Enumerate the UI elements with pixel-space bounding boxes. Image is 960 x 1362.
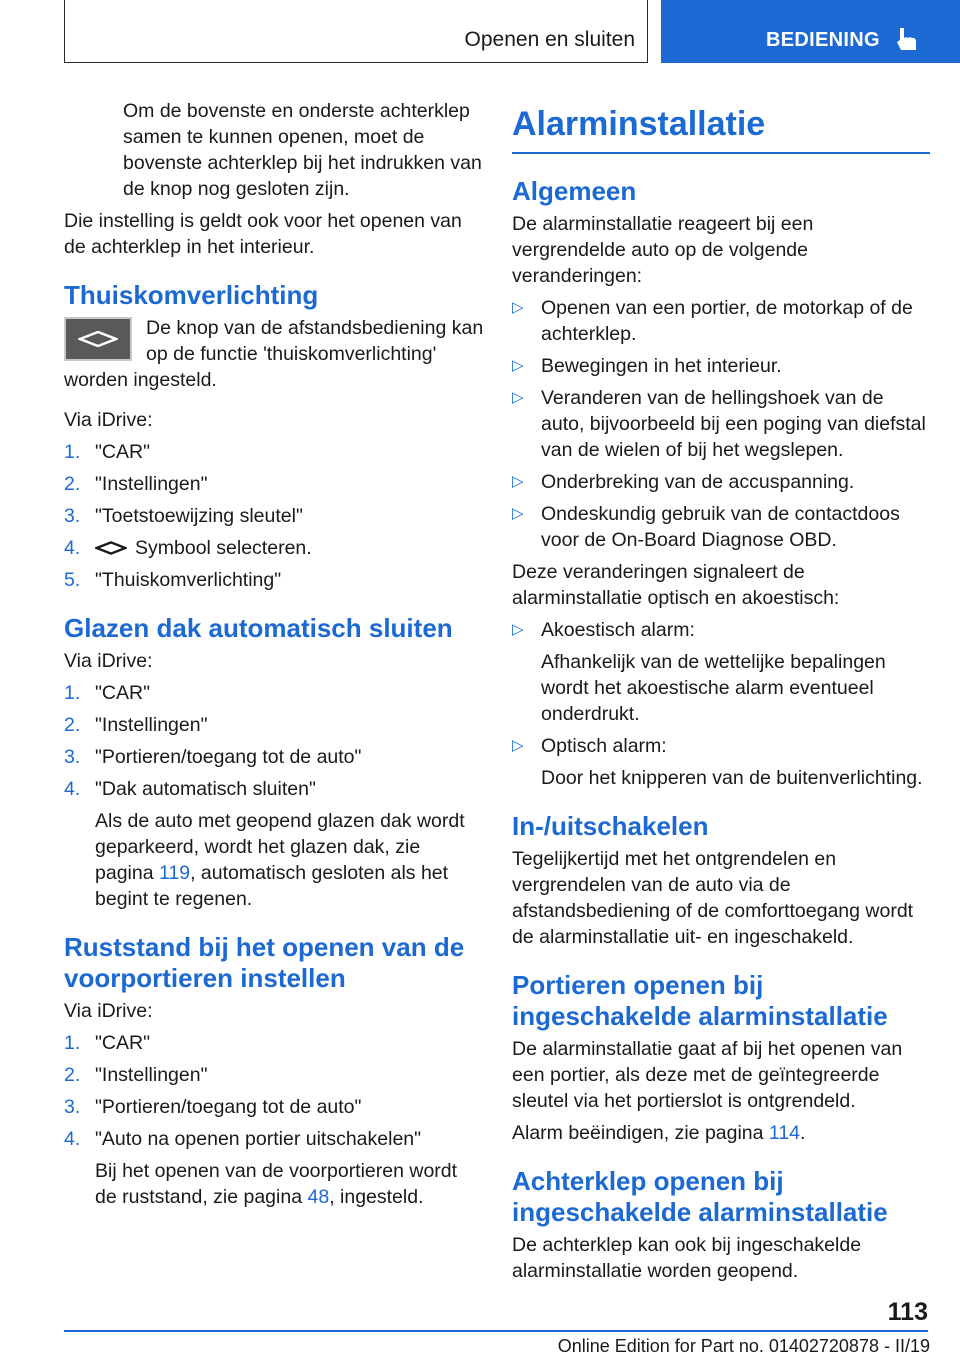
bullet-text: Veranderen van de hellingshoek van de auto, bijvoorbeeld bij een poging van diefstal van de wielen of bij het wegslepen. bbox=[541, 387, 926, 461]
signal-text: Deze veranderingen signaleert de alarminstallatie optisch en akoestisch: bbox=[512, 561, 840, 609]
sec2-steps bbox=[64, 680, 484, 912]
step-text: "Portieren/toegang tot de auto" bbox=[95, 746, 362, 768]
step-number: 1. bbox=[64, 682, 81, 704]
list-item bbox=[64, 712, 484, 738]
bullet-text: Ondeskundig gebruik van de contactdoos voor de On-Board Diagnose OBD. bbox=[541, 503, 900, 551]
triangle-bullet-icon: ▷ bbox=[512, 357, 524, 374]
list-item bbox=[512, 385, 930, 463]
list-item bbox=[64, 1126, 484, 1210]
page-number: 113 bbox=[887, 1298, 928, 1326]
sec1-steps bbox=[64, 439, 484, 593]
heading-alarminstallatie: Alarminstallatie bbox=[512, 105, 766, 143]
sec3-via: Via iDrive: bbox=[64, 1000, 153, 1022]
step-text: "Portieren/toegang tot de auto" bbox=[95, 1096, 362, 1118]
note-text: Als de auto met geopend glazen dak wordt geparkeerd, wordt het glazen dak, zie pagina bbox=[95, 810, 465, 884]
heading-in-uitschakelen: In-/uitschakelen bbox=[512, 811, 709, 841]
triangle-bullet-icon: ▷ bbox=[512, 299, 524, 316]
note-text: , automatisch gesloten als het begint te regenen. bbox=[95, 862, 449, 910]
step-note bbox=[95, 1158, 484, 1210]
list-item bbox=[512, 617, 930, 727]
heading-thuiskomverlichting: Thuiskomverlichting bbox=[64, 280, 319, 310]
sec1-text: De knop van de afstandsbediening kan op de functie 'thuiskomverlichting' worden ingesteld. bbox=[64, 317, 484, 391]
step-text: "Dak automatisch sluiten" bbox=[95, 778, 316, 800]
step-text: "Instellingen" bbox=[95, 1064, 208, 1086]
change-list bbox=[512, 295, 930, 553]
page-link-119[interactable]: 119 bbox=[158, 862, 191, 884]
intro-paragraph: Die instelling is geldt ook voor het openen van de achterklep in het interieur. bbox=[64, 210, 462, 258]
portieren-openen-text: De alarminstallatie gaat af bij het openen van een portier, als deze met de geïntegreerde sleutel via het portierslot is ontgrendeld. bbox=[512, 1038, 903, 1112]
heading-glazen-dak: Glazen dak automatisch sluiten bbox=[64, 613, 453, 643]
intro-indented-paragraph: Om de bovenste en onderste achterklep samen te kunnen openen, moet de bovenste achterklep bij het indrukken van de knop nog gesloten zijn. bbox=[123, 100, 482, 200]
list-item bbox=[512, 733, 930, 791]
step-number: 1. bbox=[64, 1032, 81, 1054]
step-number: 5. bbox=[64, 569, 81, 591]
step-text: Symbool selecteren. bbox=[135, 537, 312, 559]
step-text: "CAR" bbox=[95, 1032, 151, 1054]
triangle-bullet-icon: ▷ bbox=[512, 473, 524, 490]
list-item bbox=[512, 353, 930, 379]
step-text: "Instellingen" bbox=[95, 473, 208, 495]
step-number: 2. bbox=[64, 714, 81, 736]
alarm-end-post: . bbox=[800, 1122, 806, 1144]
bullet-text: Bewegingen in het interieur. bbox=[541, 355, 782, 377]
list-item bbox=[64, 776, 484, 912]
step-text: "Thuiskomverlichting" bbox=[95, 569, 282, 591]
footer-divider bbox=[64, 1330, 928, 1332]
list-item bbox=[64, 567, 484, 593]
list-item bbox=[512, 501, 930, 553]
header-section-title: Openen en sluiten bbox=[464, 28, 635, 51]
triangle-bullet-icon: ▷ bbox=[512, 621, 524, 638]
step-number: 2. bbox=[64, 473, 81, 495]
list-item bbox=[64, 439, 484, 465]
algemeen-intro: De alarminstallatie reageert bij een vergrendelde auto op de volgende veranderingen: bbox=[512, 213, 814, 287]
step-text: "CAR" bbox=[95, 682, 151, 704]
list-item bbox=[64, 680, 484, 706]
triangle-bullet-icon: ▷ bbox=[512, 389, 524, 406]
step-text: "Toetstoewijzing sleutel" bbox=[95, 505, 303, 527]
step-number: 4. bbox=[64, 1128, 81, 1150]
bullet-text: Onderbreking van de accuspanning. bbox=[541, 471, 855, 493]
step-number: 3. bbox=[64, 505, 81, 527]
list-item bbox=[64, 1030, 484, 1056]
note-text: , ingesteld. bbox=[329, 1186, 424, 1208]
sec1-via: Via iDrive: bbox=[64, 409, 153, 431]
step-text: "CAR" bbox=[95, 441, 151, 463]
remote-button-figure bbox=[64, 317, 132, 361]
list-item bbox=[64, 503, 484, 529]
sec2-via: Via iDrive: bbox=[64, 650, 153, 672]
home-light-symbol-icon bbox=[95, 541, 127, 555]
heading-algemeen: Algemeen bbox=[512, 176, 637, 206]
header-chapter-title: BEDIENING bbox=[766, 29, 880, 51]
triangle-bullet-icon: ▷ bbox=[512, 737, 524, 754]
list-item bbox=[64, 744, 484, 770]
step-number: 3. bbox=[64, 746, 81, 768]
header-section-box bbox=[64, 0, 648, 63]
alarm-end-text bbox=[512, 1120, 930, 1146]
list-item bbox=[64, 1094, 484, 1120]
alarm-end-pre: Alarm beëindigen, zie pagina bbox=[512, 1122, 769, 1144]
home-light-symbol-icon bbox=[78, 331, 118, 347]
list-item bbox=[64, 535, 484, 561]
left-column bbox=[64, 98, 484, 1216]
pointing-hand-icon bbox=[893, 24, 923, 54]
step-number: 3. bbox=[64, 1096, 81, 1118]
achterklep-openen-text: De achterklep kan ook bij ingeschakelde alarminstallatie worden geopend. bbox=[512, 1234, 862, 1282]
step-text: "Auto na openen portier uitschakelen" bbox=[95, 1128, 422, 1150]
list-item bbox=[512, 469, 930, 495]
bullet-subtext: Afhankelijk van de wettelijke bepalingen wordt het akoestische alarm eventueel onderdrukt. bbox=[541, 651, 886, 725]
list-item bbox=[64, 1062, 484, 1088]
footer-edition: Online Edition for Part no. 01402720878 - II/19 bbox=[557, 1336, 930, 1356]
bullet-text: Openen van een portier, de motorkap of de achterklep. bbox=[541, 297, 913, 345]
note-text: Bij het openen van de voorportieren wordt de ruststand, zie pagina bbox=[95, 1160, 458, 1208]
triangle-bullet-icon: ▷ bbox=[512, 505, 524, 522]
title-divider bbox=[512, 152, 930, 154]
in-uitschakelen-text: Tegelijkertijd met het ontgrendelen en vergrendelen van de auto via de afstandsbediening of de comforttoegang wordt de alarminstallatie uit- en ingeschakeld. bbox=[512, 848, 914, 948]
heading-achterklep-openen: Achterklep openen bij ingeschakelde alarminstallatie bbox=[512, 1166, 888, 1227]
bullet-subtext: Door het knipperen van de buitenverlichting. bbox=[541, 767, 923, 789]
list-item bbox=[64, 471, 484, 497]
right-column bbox=[512, 98, 930, 1290]
step-text: "Instellingen" bbox=[95, 714, 208, 736]
step-note bbox=[95, 808, 484, 912]
page-link-114[interactable]: 114 bbox=[768, 1122, 801, 1144]
bullet-text: Akoestisch alarm: bbox=[541, 619, 695, 641]
sec3-steps bbox=[64, 1030, 484, 1210]
step-number: 4. bbox=[64, 778, 81, 800]
heading-portieren-openen: Portieren openen bij ingeschakelde alarminstallatie bbox=[512, 970, 888, 1031]
alarm-type-list bbox=[512, 617, 930, 791]
page-link-48[interactable]: 48 bbox=[307, 1186, 330, 1208]
header-chapter-tab bbox=[661, 0, 960, 63]
heading-ruststand: Ruststand bij het openen van de voorportieren instellen bbox=[64, 932, 465, 993]
step-number: 1. bbox=[64, 441, 81, 463]
list-item bbox=[512, 295, 930, 347]
step-number: 4. bbox=[64, 537, 81, 559]
step-number: 2. bbox=[64, 1064, 81, 1086]
bullet-text: Optisch alarm: bbox=[541, 735, 667, 757]
